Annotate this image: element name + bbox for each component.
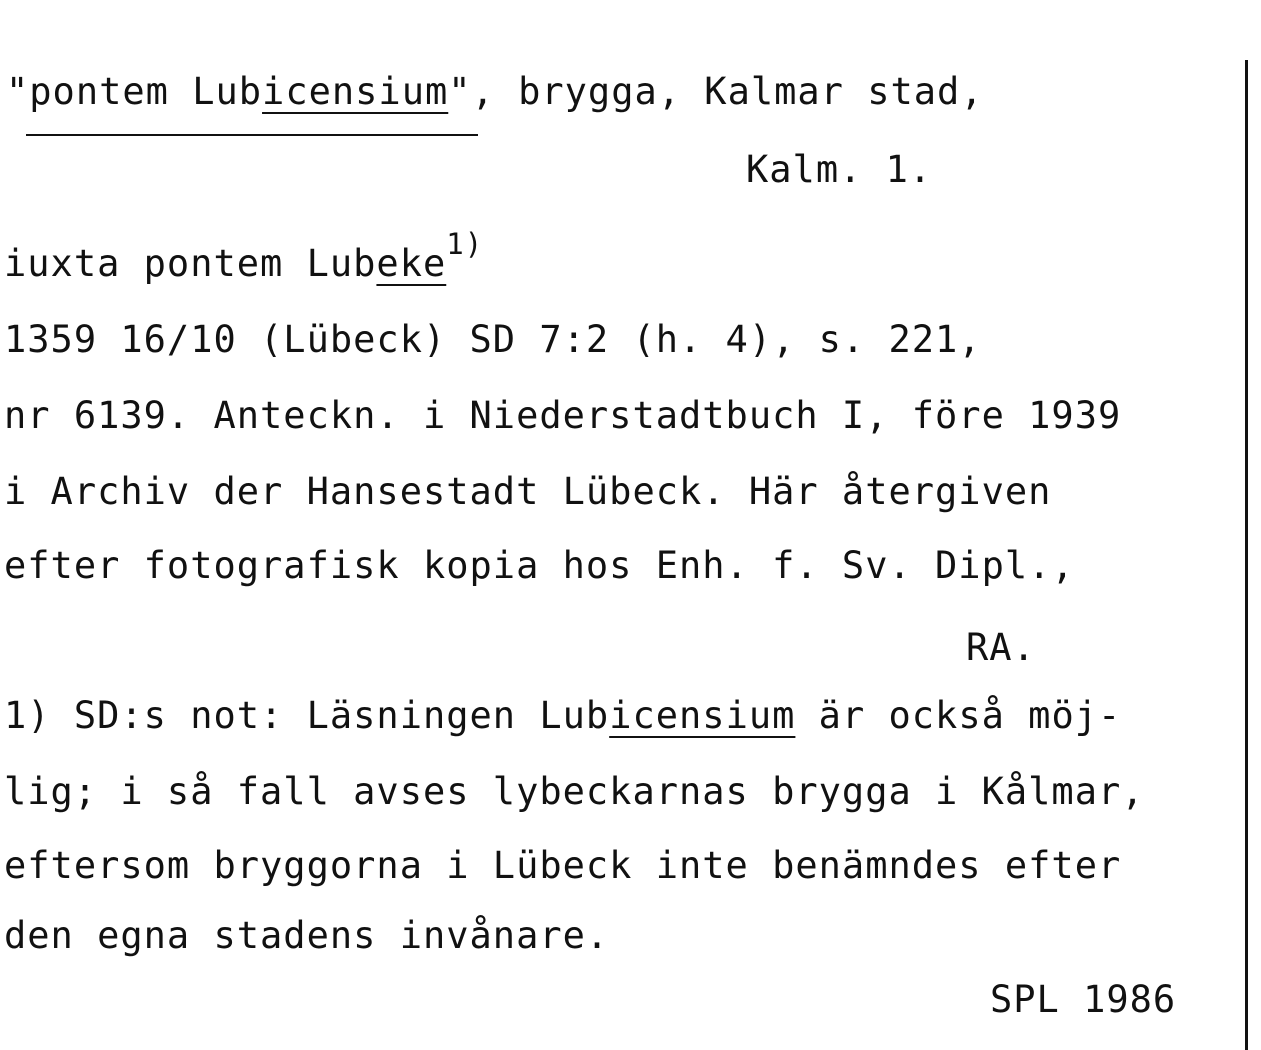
footnote-marker: 1) (446, 227, 484, 261)
source-line-3: i Archiv der Hansestadt Lübeck. Här återgiven (4, 470, 1052, 513)
source-line-4: efter fotografisk kopia hos Enh. f. Sv. Dipl., (4, 544, 1075, 587)
card-edge-line (1245, 60, 1248, 1050)
headword-prefix: "pontem Lub (6, 70, 263, 113)
footnote-line-4: den egna stadens invånare. (4, 914, 610, 957)
reference-code: Kalm. 1. (746, 148, 933, 191)
headword-suffix: ", brygga, Kalmar stad, (448, 70, 984, 113)
quote-line (4, 227, 484, 288)
quote-underlined: eke (376, 242, 447, 285)
footnote-line-1 (4, 694, 1121, 738)
archive-code: RA. (966, 626, 1036, 669)
footnote-suffix: är också möj- (795, 694, 1122, 737)
footnote-line-2: lig; i så fall avses lybeckarnas brygga i Kålmar, (4, 770, 1145, 813)
source-line-1: 1359 16/10 (Lübeck) SD 7:2 (h. 4), s. 221, (4, 318, 982, 361)
source-line-2: nr 6139. Anteckn. i Niederstadtbuch I, före 1939 (4, 394, 1122, 437)
footnote-line-3: eftersom bryggorna i Lübeck inte benämndes efter (4, 844, 1122, 887)
headword-underline-rule (26, 134, 478, 136)
signature: SPL 1986 (990, 978, 1177, 1021)
headword-line (6, 70, 984, 114)
footnote-prefix: 1) SD:s not: Läsningen Lub (4, 694, 610, 737)
footnote-underlined: icensium (609, 694, 796, 737)
quote-prefix: iuxta pontem Lub (4, 242, 377, 285)
headword-underlined: icensium (262, 70, 449, 113)
